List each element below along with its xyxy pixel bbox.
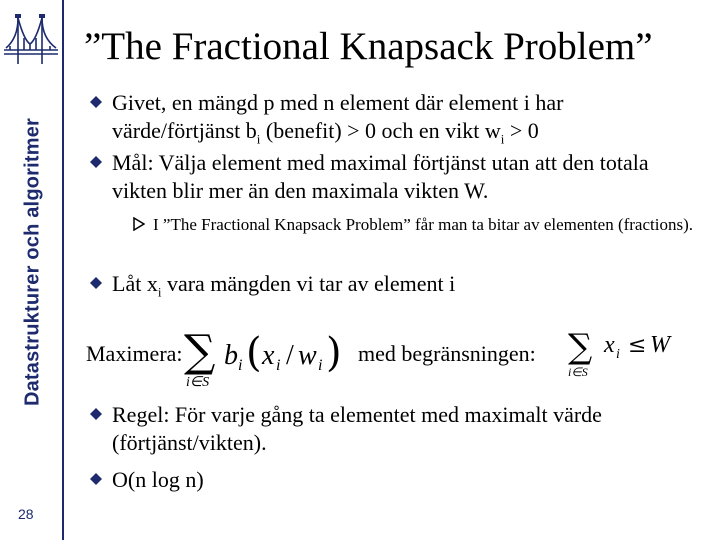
var-x: x bbox=[262, 340, 275, 371]
sub-bullet-fractions: I ”The Fractional Knapsack Problem” får man ta bitar av elementen (fractions). bbox=[153, 215, 693, 234]
var-W: W bbox=[650, 332, 670, 358]
text-part: (benefit) > 0 och en vikt w bbox=[260, 118, 501, 143]
right-paren: ) bbox=[326, 330, 342, 376]
left-paren: ( bbox=[246, 330, 262, 376]
constraint-label: med begränsningen: bbox=[358, 341, 536, 366]
diamond-bullet-icon bbox=[90, 96, 102, 108]
subscript: i bbox=[157, 284, 162, 300]
constraint-formula bbox=[566, 320, 686, 382]
subscript: i bbox=[256, 131, 261, 147]
bullet-given-line2 bbox=[112, 117, 712, 153]
bullet-complexity: O(n log n) bbox=[112, 467, 204, 492]
sidebar bbox=[0, 0, 63, 540]
var-x: x bbox=[604, 332, 615, 358]
sub-i: i bbox=[238, 357, 243, 374]
sidebar-divider bbox=[62, 0, 64, 540]
text-part: värde/förtjänst b bbox=[112, 118, 257, 143]
text-part: > 0 bbox=[504, 118, 539, 143]
diamond-bullet-icon bbox=[90, 473, 102, 485]
diamond-bullet-icon bbox=[90, 277, 102, 289]
objective-formula bbox=[178, 316, 348, 390]
var-b: b bbox=[224, 340, 238, 371]
sub-i: i bbox=[276, 357, 281, 374]
sub-i: i bbox=[318, 357, 323, 374]
text-part: vara mängden vi tar av element i bbox=[161, 271, 456, 296]
course-title-vertical: Datastrukturer och algoritmer bbox=[21, 117, 44, 407]
bullet-goal: Mål: Välja element med maximal förtjänst utan att den totala vikten blir mer än den maximala vikten W. bbox=[112, 150, 649, 203]
sigma-symbol: ∑ bbox=[184, 326, 216, 377]
bullet-given-line1: Givet, en mängd p med n element där element i har bbox=[112, 90, 564, 115]
bridge-logo-icon bbox=[4, 12, 58, 74]
maximize-label: Maximera: bbox=[86, 341, 183, 366]
sum-index: i∈S bbox=[568, 365, 588, 379]
var-w: w bbox=[298, 340, 317, 371]
page-number: 28 bbox=[18, 506, 34, 522]
sum-index: i∈S bbox=[186, 375, 210, 390]
slash: / bbox=[286, 340, 294, 371]
sigma-symbol: ∑ bbox=[568, 327, 593, 367]
arrow-bullet-icon bbox=[133, 217, 145, 235]
sub-i: i bbox=[616, 347, 620, 362]
bullet-given bbox=[112, 89, 712, 153]
diamond-bullet-icon bbox=[90, 156, 102, 168]
slide-title: ”The Fractional Knapsack Problem” bbox=[84, 25, 653, 68]
subscript: i bbox=[500, 131, 505, 147]
bullet-rule: Regel: För varje gång ta elementet med maximalt värde (förtjänst/vikten). bbox=[112, 402, 602, 455]
bullet-xi bbox=[112, 270, 455, 306]
text-part: Låt x bbox=[112, 271, 158, 296]
diamond-bullet-icon bbox=[90, 408, 102, 420]
leq-symbol: ≤ bbox=[628, 333, 647, 358]
